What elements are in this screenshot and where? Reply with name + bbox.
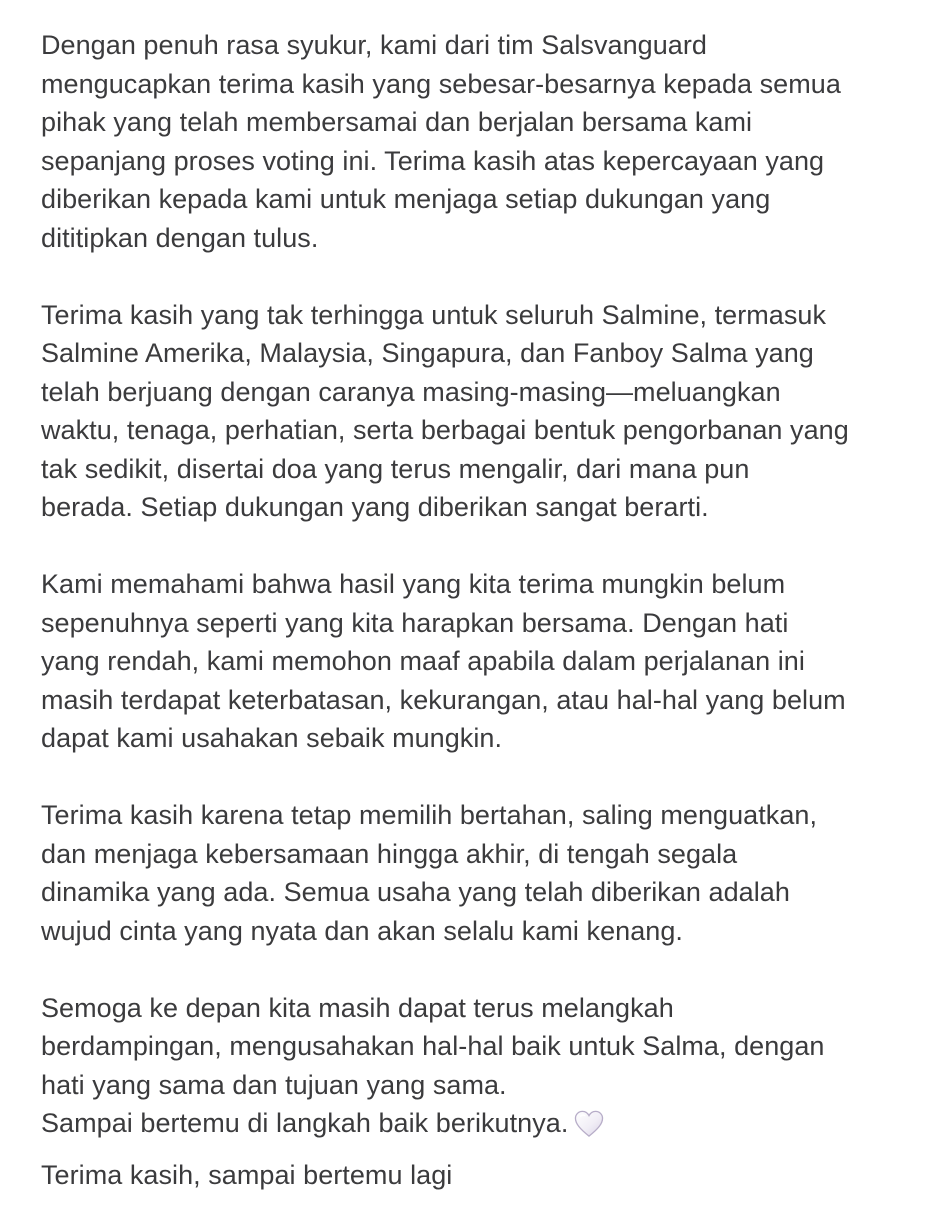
text-line: wujud cinta yang nyata dan akan selalu kami kenang. [41,915,683,946]
text-line: Kami memahami bahwa hasil yang kita terima mungkin belum [41,569,786,599]
text-line: waktu, tenaga, perhatian, serta berbagai bentuk pengorbanan yang [41,415,849,445]
text-line: diberikan kepada kami untuk menjaga setiap dukungan yang [41,184,771,214]
paragraph-apology [41,565,913,758]
cut-off-text: Terima kasih, sampai bertemu lagi [41,1160,453,1190]
text-line: pihak yang telah membersamai dan berjalan bersama kami [41,107,753,137]
text-line: dapat kami usahakan sebaik mungkin. [41,723,503,753]
paragraph-thanks-salmine [41,296,913,527]
text-line: sepanjang proses voting ini. Terima kasih atas kepercayaan yang [41,145,825,176]
text-line: Dengan penuh rasa syukur, kami dari tim Salsvanguard [41,30,707,60]
closing-text: Sampai bertemu di langkah baik berikutnya. [41,1108,569,1138]
text-line: sepenuhnya seperti yang kita harapkan bersama. Dengan hati [41,607,789,638]
white-heart-icon [574,1110,604,1138]
text-line: Terima kasih yang tak terhingga untuk seluruh Salmine, termasuk [41,299,827,330]
text-line: hati yang sama dan tujuan yang sama. [41,1069,507,1100]
text-line: telah berjuang dengan caranya masing-masing—meluangkan [41,376,781,407]
paragraph-perseverance [41,796,913,950]
text-line: berdampingan, mengusahakan hal-hal baik untuk Salma, dengan [41,1031,825,1061]
text-line: dititipkan dengan tulus. [41,222,319,253]
text-line: mengucapkan terima kasih yang sebesar-besarnya kepada semua [41,68,841,99]
text-line: masih terdapat keterbatasan, kekurangan, atau hal-hal yang belum [41,684,846,715]
closing-line [41,1104,913,1143]
text-line: tak sedikit, disertai doa yang terus mengalir, dari mana pun [41,453,750,484]
text-line: Salmine Amerika, Malaysia, Singapura, dan Fanboy Salma yang [41,338,814,368]
text-line: dinamika yang ada. Semua usaha yang telah diberikan adalah [41,877,790,907]
text-line: dan menjaga kebersamaan hingga akhir, di tengah segala [41,838,738,869]
text-line: Terima kasih karena tetap memilih bertahan, saling menguatkan, [41,800,818,830]
cut-off-text-line [41,1160,453,1206]
text-line: berada. Setiap dukungan yang diberikan sangat berarti. [41,492,709,522]
text-line: yang rendah, kami memohon maaf apabila dalam perjalanan ini [41,646,805,676]
paragraph-closing [41,989,913,1143]
paragraph-gratitude [41,26,913,257]
text-line: Semoga ke depan kita masih dapat terus melangkah [41,992,674,1023]
